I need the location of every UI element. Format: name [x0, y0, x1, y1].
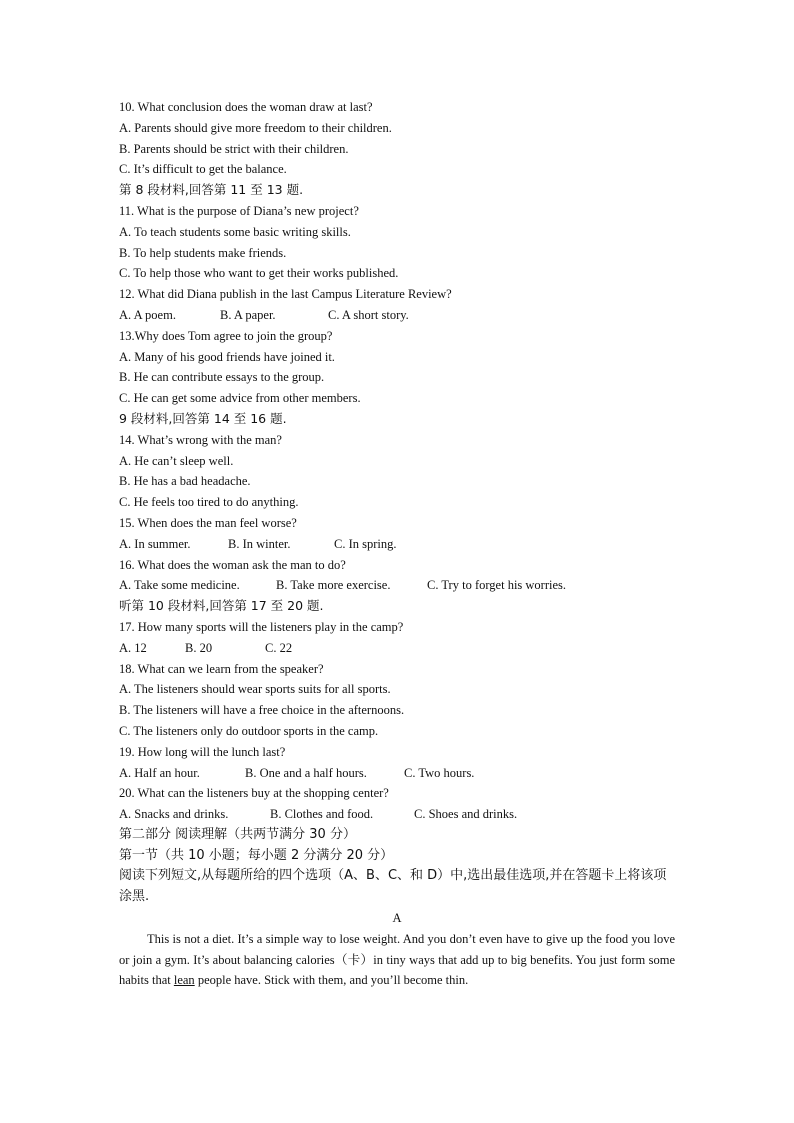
question-13-option-c: C. He can get some advice from other members.	[119, 391, 361, 406]
part-2-title: 第二部分 阅读理解（共两节满分 30 分）	[119, 826, 356, 842]
question-16-option-a: A. Take some medicine.	[119, 578, 240, 593]
question-17-option-b: B. 20	[185, 640, 213, 655]
question-19: 19. How long will the lunch last?	[119, 744, 286, 759]
question-19-option-b: B. One and a half hours.	[245, 765, 367, 780]
question-12-options	[119, 305, 675, 326]
passage-text-after: people have. Stick with them, and you’ll become thin.	[194, 973, 469, 988]
question-15-options	[119, 534, 675, 555]
question-10-option-b: B. Parents should be strict with their children.	[119, 141, 349, 156]
question-17-options	[119, 638, 675, 659]
question-18-option-b: B. The listeners will have a free choice in the afternoons.	[119, 703, 405, 718]
question-18-option-c: C. The listeners only do outdoor sports in the camp.	[119, 723, 379, 738]
question-12: 12. What did Diana publish in the last Campus Literature Review?	[119, 287, 452, 302]
question-16-options	[119, 575, 675, 596]
question-16-option-c: C. Try to forget his worries.	[427, 578, 567, 593]
question-11-option-c: C. To help those who want to get their works published.	[119, 266, 399, 281]
question-16-option-b: B. Take more exercise.	[276, 578, 391, 593]
section-9-heading: 9 段材料,回答第 14 至 16 题.	[119, 410, 287, 426]
question-11-option-b: B. To help students make friends.	[119, 245, 287, 260]
question-10-option-a: A. Parents should give more freedom to their children.	[119, 120, 392, 135]
question-17-option-a: A. 12	[119, 640, 147, 655]
question-14: 14. What’s wrong with the man?	[119, 432, 282, 447]
part-2-instruction: 阅读下列短文,从每题所给的四个选项（A、B、C、和 D）中,选出最佳选项,并在答题卡上将该项涂黑.	[119, 868, 667, 905]
question-20-option-a: A. Snacks and drinks.	[119, 807, 229, 822]
question-11: 11. What is the purpose of Diana’s new project?	[119, 203, 359, 218]
part-2-section-1-title: 第一节（共 10 小题；每小题 2 分满分 20 分）	[119, 847, 394, 863]
question-15-option-b: B. In winter.	[228, 536, 291, 551]
question-18-option-a: A. The listeners should wear sports suits for all sports.	[119, 682, 391, 697]
question-10: 10. What conclusion does the woman draw at last?	[119, 100, 373, 114]
question-14-option-a: A. He can’t sleep well.	[119, 453, 234, 468]
question-13-option-b: B. He can contribute essays to the group.	[119, 370, 325, 385]
passage-text-before: This is not a diet. It’s a simple way to lose weight. And you don’t even have to give up the food you love or join a gym. It’s about balancing calories（卡）in tiny ways that add up to big benefits. You just form some habits that	[119, 931, 675, 988]
question-20-options	[119, 804, 675, 825]
question-12-option-a: A. A poem.	[119, 307, 176, 322]
question-11-option-a: A. To teach students some basic writing skills.	[119, 224, 351, 239]
passage-a-paragraph	[119, 929, 675, 991]
question-14-option-b: B. He has a bad headache.	[119, 474, 251, 489]
question-12-option-b: B. A paper.	[220, 307, 276, 322]
question-10-option-c: C. It’s difficult to get the balance.	[119, 162, 287, 177]
question-15-option-c: C. In spring.	[334, 536, 397, 551]
question-19-options	[119, 763, 675, 784]
passage-label: A	[392, 911, 402, 926]
question-14-option-c: C. He feels too tired to do anything.	[119, 495, 299, 510]
question-19-option-a: A. Half an hour.	[119, 765, 200, 780]
question-17-option-c: C. 22	[265, 640, 293, 655]
question-18: 18. What can we learn from the speaker?	[119, 661, 324, 676]
section-8-heading: 第 8 段材料,回答第 11 至 13 题.	[119, 182, 304, 198]
question-13-option-a: A. Many of his good friends have joined it.	[119, 349, 335, 364]
question-13: 13.Why does Tom agree to join the group?	[119, 328, 333, 343]
question-17: 17. How many sports will the listeners play in the camp?	[119, 619, 404, 634]
section-10-heading: 听第 10 段材料,回答第 17 至 20 题.	[119, 598, 324, 614]
question-20-option-b: B. Clothes and food.	[270, 807, 374, 822]
question-12-option-c: C. A short story.	[328, 307, 409, 322]
question-15: 15. When does the man feel worse?	[119, 515, 297, 530]
question-16: 16. What does the woman ask the man to do?	[119, 557, 346, 572]
question-19-option-c: C. Two hours.	[404, 765, 475, 780]
question-15-option-a: A. In summer.	[119, 536, 191, 551]
question-20-option-c: C. Shoes and drinks.	[414, 807, 518, 822]
passage-underlined-word: lean	[173, 973, 195, 988]
document-content	[119, 97, 675, 991]
question-20: 20. What can the listeners buy at the shopping center?	[119, 786, 389, 801]
